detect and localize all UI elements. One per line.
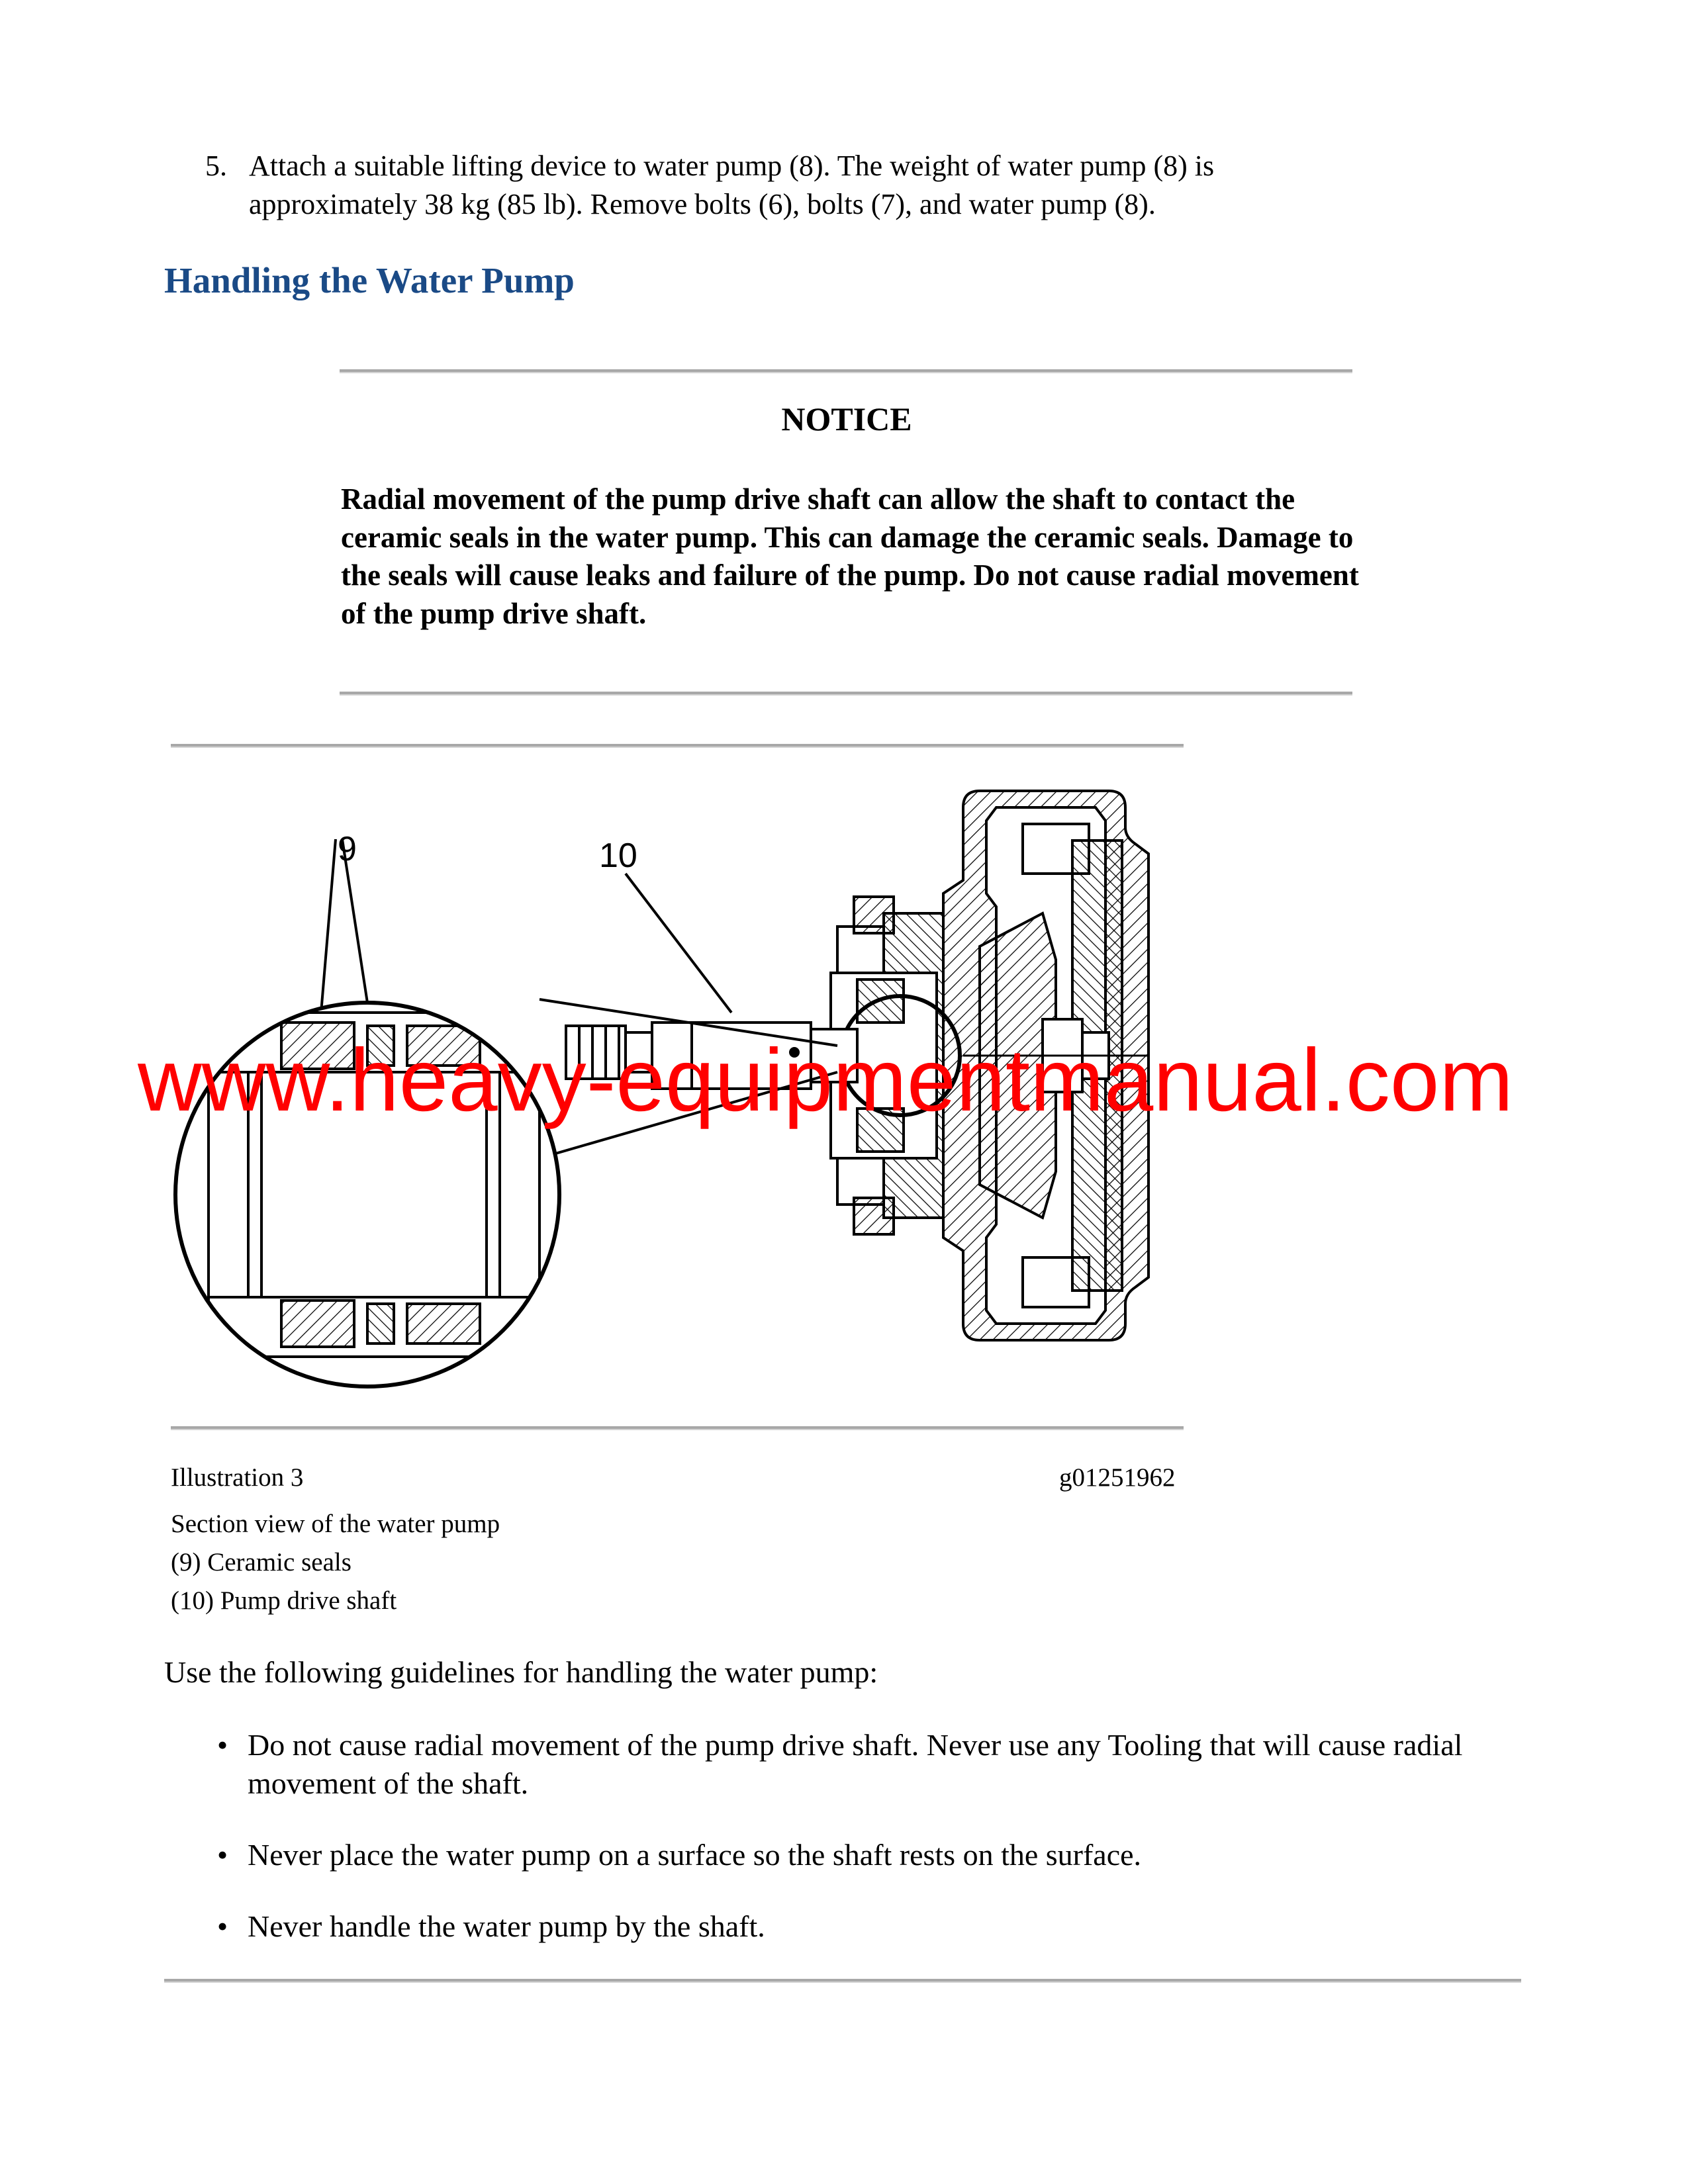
seal-detail-circle: [169, 960, 566, 1396]
illustration-id: g01251962: [1059, 1463, 1176, 1492]
callout-10-leader: [626, 874, 731, 1013]
list-item: • Never place the water pump on a surface so the shaft rests on the surface.: [217, 1838, 1142, 1872]
guidelines-list: [205, 1726, 1503, 1979]
caption-line: (9) Ceramic seals: [171, 1548, 352, 1576]
caption-line: (10) Pump drive shaft: [171, 1586, 397, 1615]
callout-9: 9: [338, 830, 357, 868]
callout-10: 10: [599, 837, 637, 875]
step-number: 5.: [205, 150, 227, 182]
section-heading: Handling the Water Pump: [164, 260, 575, 300]
watermark: www.heavy-equipmentmanual.com: [138, 1031, 1513, 1130]
list-item: • Do not cause radial movement of the pump drive shaft. Never use any Tooling that will cause radial movement of the shaft.: [217, 1728, 1463, 1800]
notice-bottom-rule: [340, 692, 1352, 696]
page-bottom-rule: [164, 1979, 1521, 1983]
notice-title: NOTICE: [781, 400, 912, 437]
figure-bottom-rule: [171, 1426, 1184, 1430]
illustration-label: Illustration 3: [171, 1463, 304, 1492]
notice-top-rule: [340, 369, 1352, 373]
step-text: Attach a suitable lifting device to water pump (8). The weight of water pump (8) is approximately 38 kg (85 lb). Remove bolts (6), bolts (7), and water pump (8).: [249, 150, 1215, 220]
guidelines-intro: Use the following guidelines for handling the water pump:: [164, 1655, 878, 1689]
list-item: • Never handle the water pump by the shaft.: [217, 1909, 765, 1943]
notice-text: Radial movement of the pump drive shaft can allow the shaft to contact the ceramic seals in the water pump. This can damage the ceramic seals. Damage to the seals will cause leaks and failure of the pump. Do not cause radial movement of the pump drive shaft.: [341, 482, 1359, 630]
caption-line: Section view of the water pump: [171, 1510, 500, 1538]
figure-top-rule: [171, 744, 1184, 748]
